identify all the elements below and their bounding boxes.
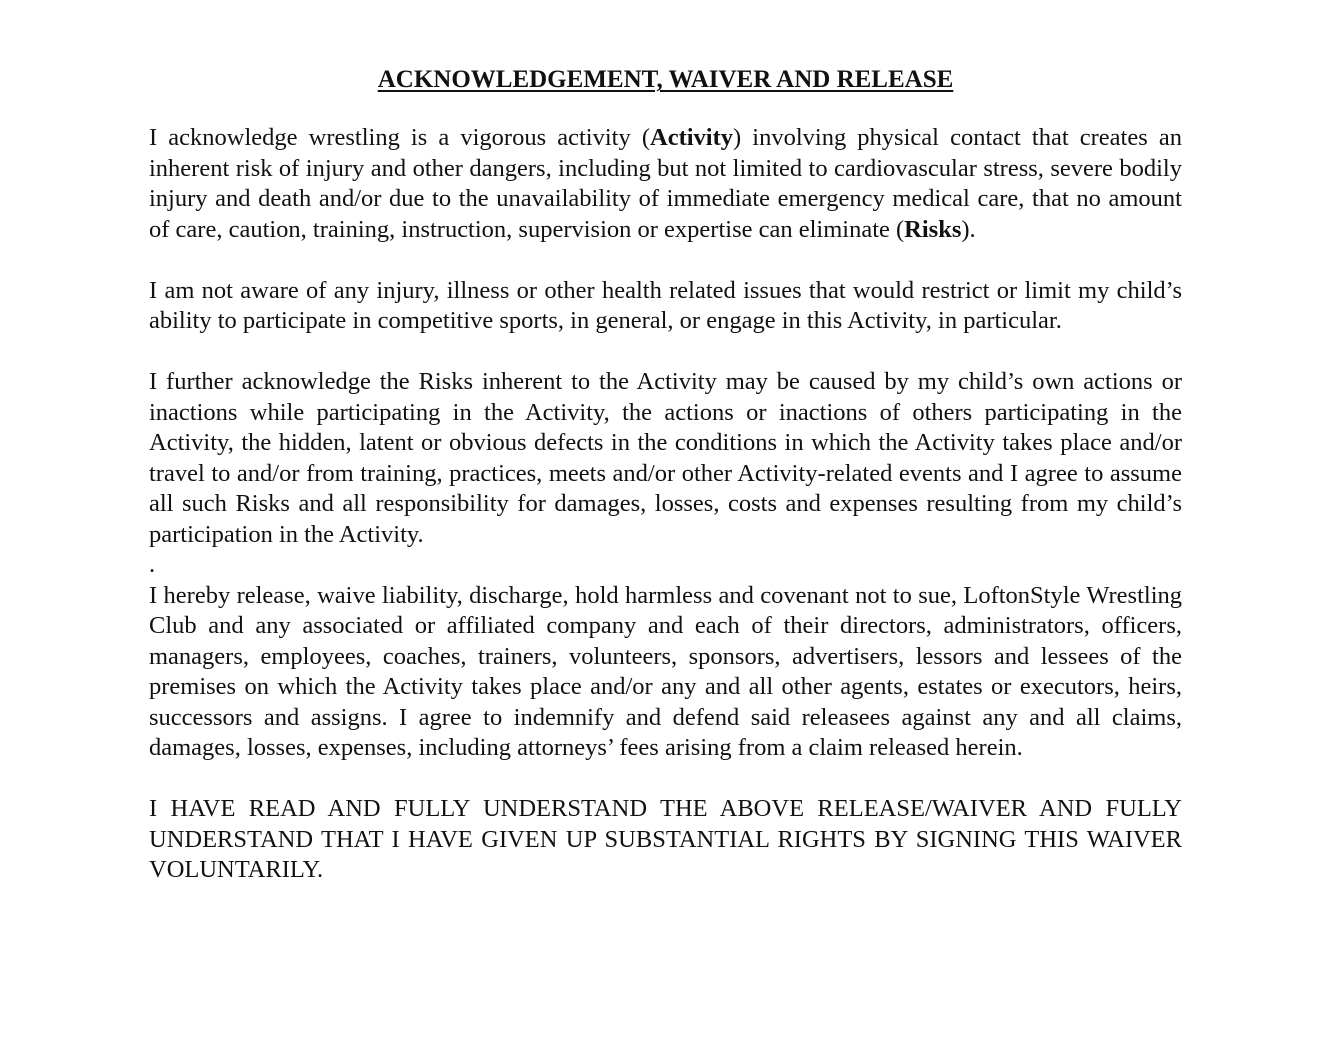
paragraph-release-of-liability: I hereby release, waive liability, discharge, hold harmless and covenant not to sue, LoftonStyle Wrestling Club and any associated or affiliated company and each of their directors, administrators, officers, managers, employees, coaches, trainers, volunteers, sponsors, advertisers, lessors and lessees of the premises on which the Activity takes place and/or any and all other agents, estates or executors, heirs, successors and assigns. I agree to indemnify and defend said releasees against any and all claims, damages, losses, expenses, including attorneys’ fees arising from a claim released herein. — [149, 581, 1182, 761]
final-acknowledgement: I HAVE READ AND FULLY UNDERSTAND THE ABOVE RELEASE/WAIVER AND FULLY UNDERSTAND THAT I HAVE GIVEN UP SUBSTANTIAL RIGHTS BY SIGNING THIS WAIVER VOLUNTARILY. — [149, 795, 1182, 883]
term-risks: Risks — [904, 215, 962, 243]
separator-dot: . — [149, 551, 156, 578]
paragraph-1-text-c: ). — [961, 215, 976, 243]
paragraph-risks-acknowledgement — [149, 123, 1182, 245]
document-title: ACKNOWLEDGEMENT, WAIVER AND RELEASE — [377, 66, 954, 93]
term-activity: Activity — [650, 124, 733, 151]
paragraph-1-text-a: I acknowledge wrestling is a vigorous activity ( — [149, 124, 650, 151]
waiver-document — [149, 62, 1182, 886]
paragraph-assumption-of-risk: I further acknowledge the Risks inherent to the Activity may be caused by my child’s own actions or inactions while participating in the Activity, the actions or inactions of others participating in the Activity, the hidden, latent or obvious defects in the conditions in which the Activity takes place and/or travel to and/or from training, practices, meets and/or other Activity-related events and I agree to assume all such Risks and all responsibility for damages, losses, costs and expenses resulting from my child’s participation in the Activity. — [149, 368, 1182, 548]
paragraph-health-statement: I am not aware of any injury, illness or other health related issues that would restrict or limit my child’s ability to participate in competitive sports, in general, or engage in this Activity, in particular. — [149, 276, 1182, 334]
paragraph-1-text-b: ) involving physical contact that creates an inherent risk of injury and other dangers, including but not limited to cardiovascular stress, severe bodily injury and death and/or due to the unavailability of immediate emergency medical care, that no amount of care, caution, training, instruction, supervision or expertise can eliminate ( — [149, 124, 1183, 243]
